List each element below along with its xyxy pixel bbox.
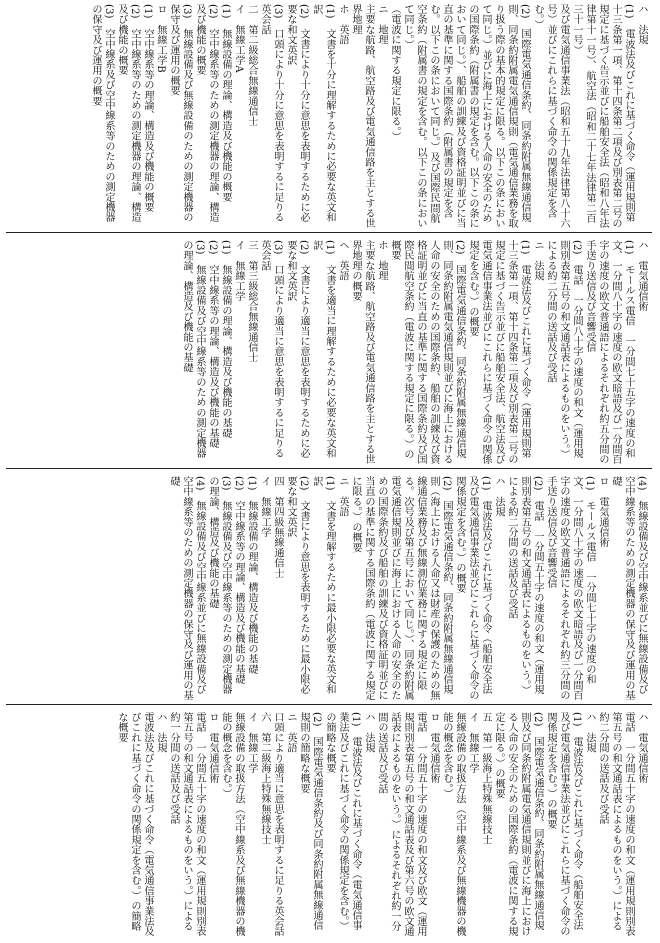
- text-column: ニ 英語: [285, 712, 296, 753]
- text-column: 及び電気通信事業法（昭和五十九年法律第八十六号）並びにこれらに基づく命令の関係規定を含む。）: [532, 4, 569, 229]
- text-column: (2) 国際電気通信条約、同条約附属無線通信規則（海上における人命又は財産の保護のための無線通信業務及び無線測位業務に関する規定に限る。次号及び第五号において同じ。）、同条約附属電気通信規則並びに海上における人命の安全のための国際条約及び船舶の訓練及び資格証明並びに当直の基準に関する国際条約（電波に関する規定に限る。）の概要: [350, 476, 452, 701]
- text-column: ニ 地理: [376, 4, 387, 45]
- text-column: 二 第二級総合無線通信士: [246, 4, 257, 127]
- text-column: (1) 電波法及びこれに基づく命令（運用規則第十三条第一項、第十四条第二項及び別表第二号の規定に基づく告示並びに船舶安全法（昭和八年法律第十一号）、航空法（昭和二十七年法律第二百三十一号）: [571, 4, 634, 229]
- text-column: (2) 電話 一分間八十字の速度の和文（運用規則別表第五号の和文通話表によるものをいう。）による約二分間の送話及び受話: [545, 240, 582, 460]
- text-column: (2) 空中線系等のための測定機器の理論、構造及び機能の概要: [194, 4, 218, 223]
- text-column: (1) 空中線系等の理論、構造及び機能の概要: [142, 4, 153, 213]
- text-column: (4) 無線設備及び空中線系並びに無線設備及び空中線系等のための測定機器の保守及び運用の基礎: [168, 476, 205, 701]
- text-column: (2) 電話 一分間五十字の速度の和文（運用規則別表第五号の和文通話表によるものをいう。）による約二分間の送話及び受話: [506, 476, 543, 696]
- text-tier-1: [6, 4, 652, 233]
- text-column: ホ 英語: [337, 4, 348, 45]
- text-column: 主要な航路、航空路及び電気通信路を主とする世界地理: [350, 4, 374, 229]
- text-column: (1) 無線設備の理論、構造及び機能の基礎: [246, 476, 257, 675]
- tier-3-columns: [6, 476, 652, 704]
- text-column: ハ 法規: [155, 712, 166, 753]
- text-column: (1) 無線設備の理論、構造及び機能の基礎: [220, 240, 231, 439]
- tier-1-columns: [6, 4, 652, 232]
- text-column: イ 無線工学: [467, 712, 478, 774]
- text-column: (2) 空中線系等の理論、構造及び機能の基礎: [207, 240, 218, 449]
- text-column: ヘ 英語: [337, 240, 348, 281]
- text-column: (3) 無線設備及び無線設備のための測定機器の保守及び運用の概要: [168, 4, 192, 223]
- text-column: ロ 電気通信術: [597, 476, 608, 548]
- text-column: イ 無線工学: [246, 712, 257, 774]
- text-column: 主要な航路、航空路及び電気通信路を主とする世界地理の概要: [350, 240, 374, 465]
- text-column: (1) 電波法及びこれに基づく命令（電気通信事業法及びこれに基づく命令の関係規定を含む。）の簡略な概要: [324, 712, 361, 932]
- text-column: (1) 電波法及びこれに基づく命令（船舶安全法及び電気通信事業法並びにこれらに基づく命令の関係規定を含む。）の概要: [454, 476, 491, 701]
- text-column: (2) 文書により十分に意思を表明するために必要な和文英訳: [285, 4, 309, 223]
- text-column: (1) モールス電信 一分間七十五字の速度の和文、一分間八十字の速度の欧文暗語及び一分間百字の速度の欧文普通語によるそれぞれ約五分間の手送り送信及び音響受信: [584, 240, 634, 465]
- text-tier-4: [6, 712, 652, 938]
- text-column: (2) 空中線系等の理論、構造及び機能の基礎: [233, 476, 244, 685]
- text-column: (2) 国際電気通信条約、同条約附属無線通信規則及び同条約附属電気通信規則並びに海上における人命の安全のための国際条約（電波に関する規定に限る。）の概要: [493, 712, 543, 937]
- text-column: ホ 地理: [376, 240, 387, 281]
- text-column: (1) 文書を理解するために最小限必要な英文和訳: [311, 476, 335, 695]
- text-column: 五 第一級海上特殊無線技士: [480, 712, 491, 845]
- text-column: (1) モールス電信 一分間七十字の速度の和文、一分間八十字の速度の欧文暗語及び一分間百字の速度の欧文普通語によるそれぞれ約三分間の手送り送信及び音響受信: [545, 476, 595, 701]
- text-column: (2) 文書により意思を表明するために最小限必要な和文英訳: [285, 476, 309, 695]
- text-column: 三 第三級総合無線通信士: [246, 240, 257, 363]
- text-column: ニ 法規: [532, 240, 543, 281]
- text-column: (1) 文書を適当に理解するために必要な英文和訳: [311, 240, 335, 459]
- text-column: (3) 無線設備及び空中線系等のための測定機器の理論、構造及び機能の基礎: [181, 240, 205, 459]
- text-column: (2) 国際電気通信条約、同条約附属無線通信規則、同条約附属電気通信規則（電気通信業務を取り扱う際の基本的規定に限る。以下この条において同じ。）並びに海上における人命の安全のための国際条約（附属書の規定を含む。以下この条において同じ。）、船舶の訓練及び資格証明並びに当直の基準に関する国際条約（附属書の規定を含む。以下この条において同じ。）及び国際民間航空条約（附属書の規定を含む。以下この条において同じ。）: [402, 4, 530, 229]
- text-column: ハ 電気通信術: [636, 712, 647, 784]
- text-tier-3: [6, 476, 652, 705]
- text-column: 六 第二級海上特殊無線技士: [259, 712, 270, 845]
- text-column: 無線設備の取扱方法（空中線系及び無線機器の機能の概念を含む。）: [441, 712, 465, 937]
- text-column: (2) 国際電気通信条約、同条約附属無線通信規則、同条約附属電気通信規則並びに海上における人命の安全のための国際条約、船舶の訓練及び資格証明並びに当直の基準に関する国際条約及び国際民間航空条約（電波に関する規定に限る。）の概要: [389, 240, 465, 465]
- text-column: 電波法及びこれに基づく命令（電気通信事業法及びこれに基づく命令の関係規定を含む。）の簡略な概要: [116, 712, 153, 937]
- tier-4-columns: [6, 712, 652, 938]
- text-column: (4) 無線設備及び空中線系並びに無線設備及び空中線系等のための測定機器の保守及び運用の基礎: [610, 476, 647, 701]
- text-column: イ 無線工学: [233, 240, 244, 302]
- text-column: ロ 電気通信術: [428, 712, 439, 784]
- text-column: 電話 一分間五十字の速度の和文（運用規則別表第五号の和文通話表によるものをいう。）による約二分間の送話及び受話: [597, 712, 634, 937]
- text-column: ハ 法規: [584, 712, 595, 753]
- text-column: (3) 口頭により十分に意思を表明するに足りる英会話: [259, 4, 283, 223]
- text-column: ハ 法規: [636, 4, 647, 45]
- text-column: 四 第四級無線通信士: [272, 476, 283, 578]
- text-column: 電話 一分間五十字の速度の和文（運用規則別表第五号の和文通話表によるものをいう。）による約一分間の送話及び受話: [168, 712, 205, 937]
- text-column: ハ 法規: [493, 476, 504, 517]
- text-column: ロ 電気通信術: [207, 712, 218, 784]
- text-column: 電話 一分間五十字の速度の和文及び欧文（運用規則別表第五号の和文通話表及び第六号の欧文通話表によるものをいう。）によるそれぞれ約一分間の送話及び受話: [376, 712, 426, 937]
- text-column: ニ 英語: [337, 476, 348, 517]
- text-column: (2) 国際電気通信条約及び同条約附属無線通信規則の簡略な概要: [298, 712, 322, 931]
- text-column: ハ 法規: [363, 712, 374, 753]
- text-column: (1) 文書を十分に理解するために必要な英文和訳: [311, 4, 335, 223]
- text-column: 口頭により適当に意思を表明するに足りる英会話: [272, 712, 283, 937]
- text-column: 無線設備の取扱方法（空中線系及び無線機器の機能の概念を含む。）: [220, 712, 244, 937]
- text-tier-2: [6, 240, 652, 469]
- text-column: (3) 口頭により適当に意思を表明するに足りる英会話: [259, 240, 283, 459]
- text-column: (1) 電波法及びこれに基づく命令（船舶安全法及び電気通信事業法並びにこれらに基づく命令の関係規定を含む。）の概要: [545, 712, 582, 937]
- text-column: ロ 無線工学B: [155, 4, 166, 73]
- tier-2-columns: [6, 240, 652, 468]
- text-column: イ 無線工学A: [233, 4, 244, 73]
- text-column: (2) 文書により適当に意思を表明するために必要な和文英訳: [285, 240, 309, 459]
- text-column: (2) 空中線系等のための測定機器の理論、構造及び機能の概要: [116, 4, 140, 223]
- text-column: （電波に関する規定に限る。）: [389, 4, 400, 142]
- text-column: イ 無線工学: [259, 476, 270, 538]
- text-column: (1) 電波法及びこれに基づく命令（運用規則第十三条第一項、第十四条第二項及び別表第二号の規定に基づく告示並びに船舶安全法、航空法及び電気通信事業法並びにこれらに基づく命令の関係規定を含む。）の概要: [467, 240, 530, 465]
- text-column: (3) 無線設備及び空中線系等のための測定機器の理論、構造及び機能の基礎: [207, 476, 231, 695]
- text-column: (1) 無線設備の理論、構造及び機能の概要: [220, 4, 231, 203]
- text-column: (3) 空中線系及び空中線系等のための測定機器の保守及び運用の概要: [90, 4, 114, 223]
- text-column: ハ 電気通信術: [636, 240, 647, 312]
